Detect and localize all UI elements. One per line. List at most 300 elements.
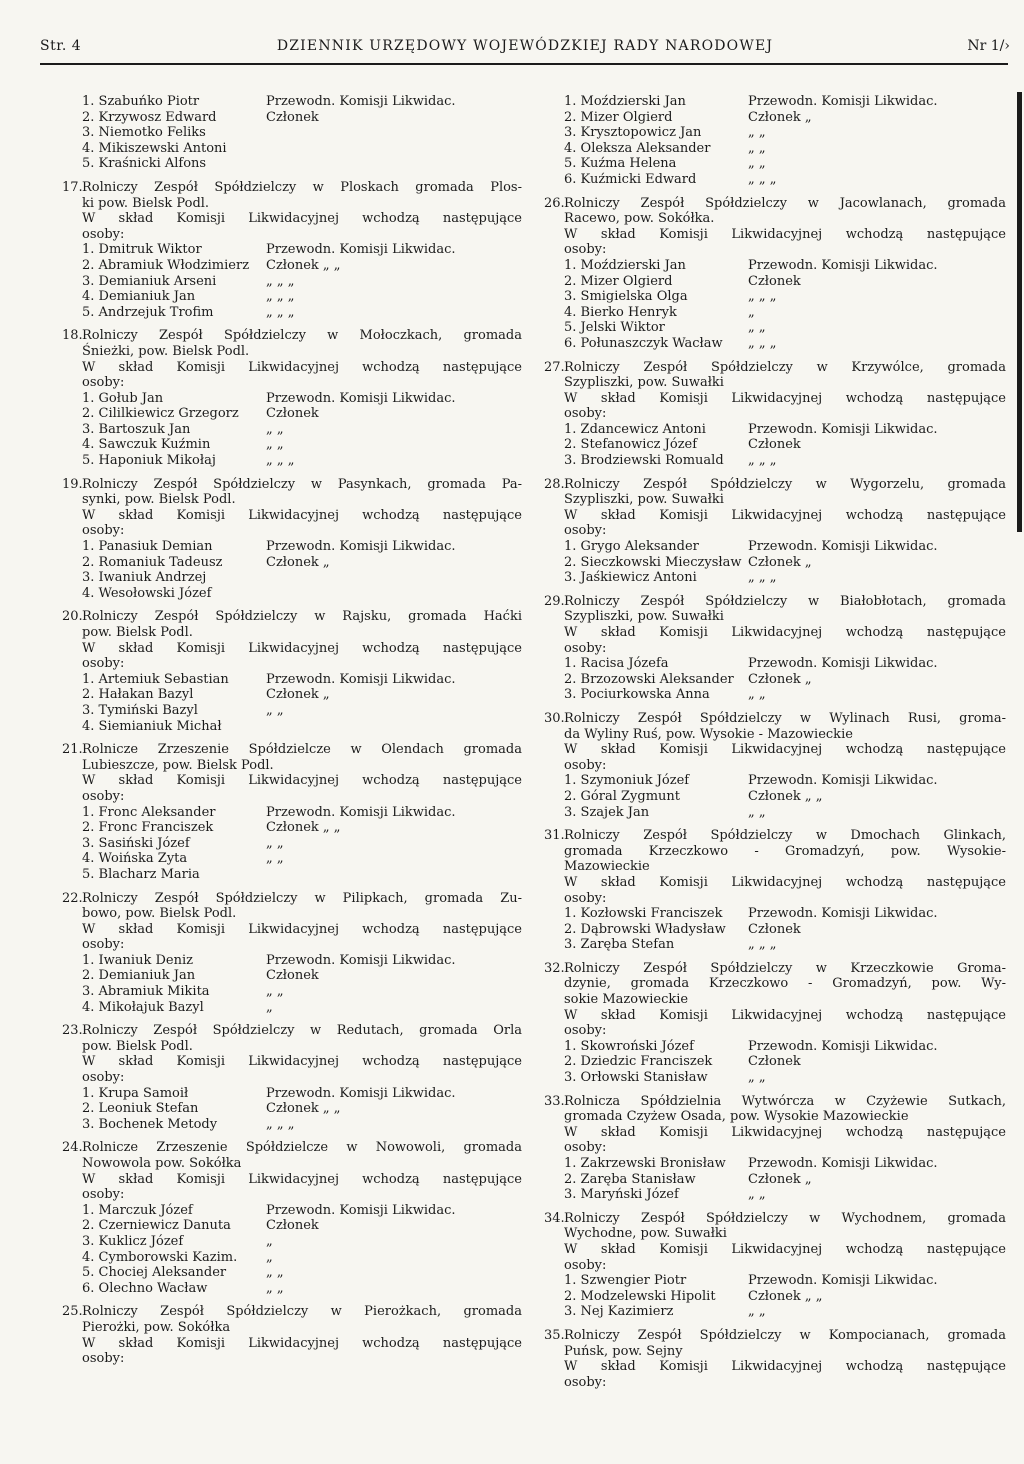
member-row: [82, 687, 522, 703]
member-row: [564, 805, 1006, 821]
member-name: 3. Kuklicz Józef: [82, 1233, 184, 1249]
member-row: [82, 867, 522, 883]
member-role: „: [266, 1249, 273, 1265]
member-name: 1. Moździerski Jan: [564, 94, 686, 109]
section-body: [564, 94, 1006, 188]
member-name: 3. Orłowski Stanisław: [564, 1070, 708, 1086]
commission-section: [544, 1328, 1006, 1390]
member-role: Przewodn. Komisji Likwidac.: [266, 390, 456, 406]
member-role: „ „ „: [748, 289, 777, 305]
member-name: 4. Woińska Zyta: [82, 851, 188, 867]
member-role: Przewodn. Komisji Likwidac.: [266, 804, 456, 820]
section-body: [82, 891, 522, 1016]
member-row: [564, 773, 1006, 789]
member-row: [82, 1265, 522, 1281]
member-name: 1. Zdancewicz Antoni: [564, 421, 706, 437]
member-name: 2. Modzelewski Hipolit: [564, 1288, 716, 1304]
cooperative-description: pow. Bielsk Podl.: [82, 625, 193, 640]
member-row: [564, 1289, 1006, 1305]
cooperative-description: Rolniczy Zespół Spółdzielczy w Pierożkach, gromada: [82, 1304, 522, 1320]
member-name: 5. Haponiuk Mikołaj: [82, 453, 216, 469]
member-name: 3. Bartoszuk Jan: [82, 421, 191, 437]
member-role: Przewodn. Komisji Likwidac.: [266, 952, 456, 968]
member-role: „ „: [748, 156, 766, 172]
commission-intro: W skład Komisji Likwidacyjnej wchodzą następujące: [564, 1007, 1006, 1023]
cooperative-description: bowo, pow. Bielsk Podl.: [82, 906, 237, 922]
cooperative-description: Rolniczy Zespół Spółdzielczy w Rajsku, gromada Haćki: [82, 609, 522, 625]
commission-intro: W skład Komisji Likwidacyjnej wchodzą następujące: [564, 742, 1006, 758]
member-name: 2. Fronc Franciszek: [82, 820, 214, 836]
cooperative-description: Rolniczy Zespół Spółdzielczy w Krzywólce, gromada: [564, 359, 1006, 375]
cooperative-description: Rolnicza Spółdzielnia Wytwórcza w Czyżewie Sutkach,: [564, 1093, 1006, 1109]
commission-section: [62, 1304, 522, 1366]
member-role: [266, 156, 522, 172]
member-name: 1. Skowroński Józef: [564, 1038, 694, 1054]
member-row: [564, 789, 1006, 805]
section-body: [82, 477, 522, 602]
member-name: 2. Czerniewicz Danuta: [82, 1218, 231, 1234]
member-role: [266, 719, 522, 735]
member-row: [82, 968, 522, 984]
member-row: [82, 719, 522, 735]
member-name: 3. Niemotko Feliks: [82, 125, 206, 141]
cooperative-description: Rolniczy Zespół Spółdzielczy w Krzeczkowie Groma-: [564, 960, 1006, 976]
section-number: 24.: [62, 1140, 83, 1156]
member-name: 4. Mikiszewski Antoni: [82, 140, 227, 156]
member-role: „ „: [748, 804, 766, 820]
member-row: [564, 922, 1006, 938]
commission-intro: osoby:: [82, 788, 125, 804]
member-role: Przewodn. Komisji Likwidac.: [748, 1273, 938, 1289]
member-name: 4. Sawczuk Kuźmin: [82, 437, 211, 453]
member-row: [564, 1054, 1006, 1070]
member-role: [266, 141, 522, 157]
member-name: 2. Krzywosz Edward: [82, 109, 217, 125]
member-role: „ „: [266, 835, 284, 851]
member-role: „ „: [748, 140, 766, 156]
page-edge-mark: [1017, 92, 1022, 532]
member-row: [82, 156, 522, 172]
member-role: Przewodn. Komisji Likwidac.: [748, 539, 938, 555]
member-row: [564, 1156, 1006, 1172]
member-name: 1. Iwaniuk Deniz: [82, 952, 193, 968]
member-role: „ „ „: [748, 171, 777, 187]
section-body: [82, 328, 522, 468]
member-row: [82, 1250, 522, 1266]
cooperative-description: ki pow. Bielsk Podl.: [82, 195, 210, 211]
member-role: „ „ „: [748, 335, 777, 351]
member-name: 4. Demianiuk Jan: [82, 289, 196, 305]
cooperative-description: da Wyliny Ruś, pow. Wysokie - Mazowieckie: [564, 726, 853, 742]
member-row: [82, 1086, 522, 1102]
member-role: Przewodn. Komisji Likwidac.: [266, 242, 456, 258]
commission-section: [62, 1140, 522, 1296]
commission-section: [544, 1094, 1006, 1203]
commission-intro: osoby:: [564, 1374, 607, 1390]
member-row: [82, 851, 522, 867]
member-row: [564, 1187, 1006, 1203]
section-number: 32.: [544, 960, 565, 976]
member-role: Członek: [748, 1054, 801, 1070]
member-row: [82, 94, 522, 110]
commission-intro: W skład Komisji Likwidacyjnej wchodzą następujące: [564, 625, 1006, 640]
member-name: 2. Zaręba Stanisław: [564, 1171, 696, 1187]
cooperative-description: Rolniczy Zespół Spółdzielczy w Pasynkach, gromada Pa-: [82, 476, 522, 492]
cooperative-description: Rolniczy Zespół Spółdzielczy w Wygorzelu, gromada: [564, 476, 1006, 492]
commission-intro: W skład Komisji Likwidacyjnej wchodzą następujące: [564, 1241, 1006, 1257]
commission-intro: osoby:: [82, 656, 125, 672]
commission-intro: W skład Komisji Likwidacyjnej wchodzą następujące: [564, 1124, 1006, 1140]
member-name: 3. Abramiuk Mikita: [82, 984, 210, 1000]
journal-title: DZIENNIK URZĘDOWY WOJEWÓDZKIEJ RADY NARODOWEJ: [276, 38, 774, 54]
section-number: 34.: [544, 1210, 565, 1226]
commission-intro: W skład Komisji Likwidacyjnej wchodzą następujące: [82, 1054, 522, 1070]
member-role: Przewodn. Komisji Likwidac.: [266, 539, 456, 555]
member-name: 4. Cymborowski Kazim.: [82, 1249, 238, 1265]
member-role: „ „ „: [266, 304, 295, 320]
section-body: [564, 711, 1006, 820]
commission-section: [62, 1023, 522, 1132]
commission-section: [544, 360, 1006, 469]
section-number: 26.: [544, 195, 565, 211]
member-row: [564, 172, 1006, 188]
member-row: [82, 110, 522, 126]
section-body: [82, 94, 522, 172]
member-name: 1. Dmitruk Wiktor: [82, 242, 202, 258]
member-name: 3. Nej Kazimierz: [564, 1304, 674, 1320]
member-row: [82, 836, 522, 852]
member-name: 5. Kraśnicki Alfons: [82, 156, 207, 172]
member-name: 1. Szabuńko Piotr: [82, 94, 200, 109]
section-number: 21.: [62, 742, 83, 758]
member-name: 2. Stefanowicz Józef: [564, 437, 698, 453]
member-row: [564, 687, 1006, 703]
member-name: 1. Gołub Jan: [82, 390, 164, 406]
section-body: [564, 360, 1006, 469]
cooperative-description: Szypliszki, pow. Suwałki: [564, 375, 724, 391]
member-row: [82, 1203, 522, 1219]
member-role: Członek „: [748, 109, 812, 125]
member-role: Członek „ „: [266, 1101, 341, 1117]
member-row: [82, 437, 522, 453]
member-name: 1. Racisa Józefa: [564, 656, 669, 672]
section-body: [82, 180, 522, 320]
commission-section: [544, 711, 1006, 820]
section-number: [544, 94, 564, 188]
cooperative-description: Puńsk, pow. Sejny: [564, 1343, 683, 1359]
member-row: [564, 1172, 1006, 1188]
member-role: Członek: [266, 1218, 319, 1234]
member-row: [82, 141, 522, 157]
member-role: „ „ „: [748, 570, 777, 586]
section-number: 25.: [62, 1304, 83, 1320]
section-body: [564, 477, 1006, 586]
member-role: Przewodn. Komisji Likwidac.: [748, 94, 938, 109]
commission-intro: osoby:: [564, 890, 607, 906]
section-number: 35.: [544, 1327, 565, 1343]
member-role: Członek: [266, 406, 319, 422]
section-number: [62, 94, 82, 172]
section-body: [564, 1094, 1006, 1203]
member-role: [266, 586, 522, 602]
member-role: Członek: [748, 921, 801, 937]
member-role: „ „ „: [266, 289, 295, 305]
member-row: [82, 125, 522, 141]
member-row: [564, 555, 1006, 571]
member-role: „ „: [748, 320, 766, 336]
member-name: 3. Zaręba Stefan: [564, 937, 675, 953]
section-number: 29.: [544, 593, 565, 609]
commission-section: [544, 828, 1006, 953]
member-role: „ „: [748, 1304, 766, 1320]
member-name: 1. Fronc Aleksander: [82, 804, 216, 820]
section-body: [82, 742, 522, 882]
member-role: „ „: [748, 125, 766, 141]
section-number: 28.: [544, 476, 565, 492]
member-role: Członek „: [748, 554, 812, 570]
section-number: 33.: [544, 1093, 565, 1109]
member-row: [82, 672, 522, 688]
member-row: [82, 422, 522, 438]
member-role: „ „: [266, 851, 284, 867]
cooperative-description: sokie Mazowieckie: [564, 992, 689, 1008]
member-name: 1. Panasiuk Demian: [82, 539, 213, 555]
member-row: [82, 453, 522, 469]
member-role: Przewodn. Komisji Likwidac.: [748, 906, 938, 922]
member-role: Przewodn. Komisji Likwidac.: [748, 1038, 938, 1054]
member-role: „ „ „: [266, 1116, 295, 1132]
section-body: [82, 1140, 522, 1296]
member-role: Członek „ „: [748, 788, 823, 804]
member-role: Przewodn. Komisji Likwidac.: [266, 671, 456, 687]
commission-intro: osoby:: [564, 242, 607, 258]
member-name: 3. Demianiuk Arseni: [82, 273, 217, 289]
member-role: Członek: [266, 109, 319, 125]
commission-intro: osoby:: [82, 1187, 125, 1203]
member-row: [82, 703, 522, 719]
commission-intro: osoby:: [82, 1351, 125, 1367]
member-row: [564, 110, 1006, 126]
commission-intro: osoby:: [564, 1257, 607, 1273]
member-name: 3. Bochenek Metody: [82, 1116, 218, 1132]
issue-number: Nr 1/›: [967, 38, 1010, 54]
commission-intro: W skład Komisji Likwidacyjnej wchodzą następujące: [82, 773, 522, 789]
page-header: [40, 38, 1010, 62]
member-row: [82, 820, 522, 836]
member-row: [82, 406, 522, 422]
member-name: 4. Wesołowski Józef: [82, 585, 212, 601]
member-name: 4. Siemianiuk Michał: [82, 718, 222, 734]
section-body: [564, 196, 1006, 352]
cooperative-description: Wychodne, pow. Suwałki: [564, 1226, 727, 1242]
cooperative-description: Nowowola pow. Sokółka: [82, 1156, 242, 1171]
member-name: 1. Marczuk Józef: [82, 1202, 193, 1218]
member-name: 1. Szwengier Piotr: [564, 1273, 687, 1289]
member-row: [82, 555, 522, 571]
section-number: 19.: [62, 476, 83, 492]
member-role: Przewodn. Komisji Likwidac.: [748, 1156, 938, 1171]
member-row: [564, 453, 1006, 469]
commission-intro: W skład Komisji Likwidacyjnej wchodzą następujące: [82, 359, 522, 375]
member-name: 3. Jaśkiewicz Antoni: [564, 570, 697, 586]
member-row: [82, 1218, 522, 1234]
cooperative-description: Racewo, pow. Sokółka.: [564, 211, 715, 227]
member-row: [564, 422, 1006, 438]
commission-intro: osoby:: [564, 523, 607, 539]
section-number: 17.: [62, 179, 83, 195]
member-name: 3. Szajek Jan: [564, 804, 650, 820]
cooperative-description: dzynie, gromada Krzeczkowo - Gromadzyń, pow. Wy-: [564, 976, 1006, 992]
member-name: 1. Szymoniuk Józef: [564, 773, 690, 789]
member-row: [82, 570, 522, 586]
member-role: „: [266, 999, 273, 1015]
commission-intro: osoby:: [82, 375, 125, 391]
member-role: „ „ „: [748, 453, 777, 469]
member-name: 1. Zakrzewski Bronisław: [564, 1156, 726, 1171]
section-number: 20.: [62, 609, 83, 625]
commission-section: [62, 891, 522, 1016]
member-role: „ „: [266, 1280, 284, 1296]
member-row: [564, 937, 1006, 953]
section-number: 27.: [544, 359, 565, 375]
member-name: 5. Jelski Wiktor: [564, 320, 665, 336]
member-role: Członek „ „: [266, 820, 341, 836]
member-row: [564, 1039, 1006, 1055]
commission-intro: W skład Komisji Likwidacyjnej wchodzą następujące: [82, 211, 522, 227]
commission-intro: W skład Komisji Likwidacyjnej wchodzą następujące: [82, 507, 522, 523]
cooperative-description: Rolniczy Zespół Spółdzielczy w Wylinach Rusi, groma-: [564, 710, 1006, 726]
section-body: [564, 1328, 1006, 1390]
member-role: Przewodn. Komisji Likwidac.: [748, 421, 938, 437]
commission-intro: osoby:: [82, 937, 125, 953]
member-row: [82, 1000, 522, 1016]
commission-section: [62, 180, 522, 320]
cooperative-description: Szypliszki, pow. Suwałki: [564, 609, 724, 625]
member-row: [564, 539, 1006, 555]
member-row: [82, 805, 522, 821]
member-role: Członek: [748, 273, 801, 289]
cooperative-description: pow. Bielsk Podl.: [82, 1038, 193, 1054]
member-row: [82, 1281, 522, 1297]
commission-section: [544, 196, 1006, 352]
member-role: Członek „: [266, 554, 330, 570]
member-role: Przewodn. Komisji Likwidac.: [266, 1085, 456, 1101]
member-role: „: [748, 304, 755, 320]
member-name: 3. Smigielska Olga: [564, 289, 688, 305]
member-role: [266, 867, 522, 883]
member-name: 2. Romaniuk Tadeusz: [82, 554, 223, 570]
member-role: „ „: [266, 437, 284, 453]
member-name: 3. Tymiński Bazyl: [82, 702, 198, 718]
cooperative-description: Szypliszki, pow. Suwałki: [564, 492, 724, 508]
member-name: 2. Dąbrowski Władysław: [564, 921, 726, 937]
commission-intro: osoby:: [564, 1023, 607, 1039]
commission-intro: osoby:: [564, 406, 607, 422]
member-name: 4. Oleksza Aleksander: [564, 140, 711, 156]
commission-intro: osoby:: [82, 523, 125, 539]
member-role: „ „: [266, 702, 284, 718]
member-role: [266, 570, 522, 586]
right-column: [544, 94, 1006, 1390]
member-role: Członek „: [748, 1171, 812, 1187]
member-row: [564, 1273, 1006, 1289]
member-row: [564, 1304, 1006, 1320]
member-name: 6. Kuźmicki Edward: [564, 171, 697, 187]
commission-section: [544, 477, 1006, 586]
header-rule: [40, 63, 1008, 65]
member-name: 3. Krysztopowicz Jan: [564, 125, 702, 141]
section-body: [82, 609, 522, 734]
member-row: [82, 242, 522, 258]
cooperative-description: Śnieżki, pow. Bielsk Podl.: [82, 343, 250, 359]
member-name: 6. Olechno Wacław: [82, 1280, 208, 1296]
member-name: 2. Abramiuk Włodzimierz: [82, 257, 250, 273]
member-role: Członek „: [266, 687, 330, 703]
member-name: 3. Brodziewski Romuald: [564, 453, 724, 469]
section-number: 31.: [544, 828, 565, 844]
commission-intro: W skład Komisji Likwidacyjnej wchodzą następujące: [82, 640, 522, 656]
commission-intro: osoby:: [564, 640, 607, 656]
member-name: 4. Bierko Henryk: [564, 304, 677, 320]
member-role: „ „ „: [266, 273, 295, 289]
member-name: 3. Sasiński Józef: [82, 835, 190, 851]
member-row: [564, 437, 1006, 453]
commission-intro: W skład Komisji Likwidacyjnej wchodzą następujące: [564, 1359, 1006, 1375]
member-row: [82, 274, 522, 290]
member-name: 5. Kuźma Helena: [564, 156, 677, 172]
commission-intro: W skład Komisji Likwidacyjnej wchodzą następujące: [564, 390, 1006, 406]
member-row: [564, 1070, 1006, 1086]
commission-intro: W skład Komisji Likwidacyjnej wchodzą następujące: [82, 921, 522, 937]
member-name: 3. Iwaniuk Andrzej: [82, 570, 207, 586]
member-role: Członek: [748, 437, 801, 453]
cooperative-description: Rolniczy Zespół Spółdzielczy w Ploskach gromada Plos-: [82, 179, 522, 195]
commission-section: [62, 742, 522, 882]
member-name: 5. Chociej Aleksander: [82, 1265, 227, 1281]
cooperative-description: synki, pow. Bielsk Podl.: [82, 492, 236, 508]
section-body: [564, 961, 1006, 1086]
member-row: [82, 539, 522, 555]
member-name: 4. Mikołajuk Bazyl: [82, 999, 204, 1015]
member-row: [82, 1101, 522, 1117]
member-row: [82, 289, 522, 305]
section-number: 22.: [62, 890, 83, 906]
member-name: 1. Grygo Aleksander: [564, 539, 699, 555]
member-row: [564, 570, 1006, 586]
member-row: [564, 672, 1006, 688]
member-name: 2. Mizer Olgierd: [564, 273, 673, 289]
member-name: 1. Moździerski Jan: [564, 257, 686, 273]
member-row: [82, 953, 522, 969]
member-name: 2. Brzozowski Aleksander: [564, 671, 734, 687]
member-name: 2. Dziedzic Franciszek: [564, 1054, 713, 1070]
member-role: „ „ „: [748, 937, 777, 953]
member-row: [564, 125, 1006, 141]
commission-intro: W skład Komisji Likwidacyjnej wchodzą następujące: [564, 226, 1006, 242]
left-column: [62, 94, 522, 1367]
commission-intro: osoby:: [82, 1070, 125, 1086]
cooperative-description: Rolniczy Zespół Spółdzielczy w Pilipkach, gromada Zu-: [82, 890, 522, 906]
member-name: 2. Mizer Olgierd: [564, 109, 673, 125]
commission-section: [544, 594, 1006, 703]
section-body: [82, 1023, 522, 1132]
member-row: [564, 274, 1006, 290]
cooperative-description: Rolniczy Zespół Spółdzielczy w Kompocianach, gromada: [564, 1327, 1006, 1343]
cooperative-description: gromada Czyżew Osada, pow. Wysokie Mazowieckie: [564, 1109, 909, 1125]
member-row: [82, 984, 522, 1000]
commission-intro: osoby:: [82, 226, 125, 242]
commission-section: [62, 477, 522, 602]
